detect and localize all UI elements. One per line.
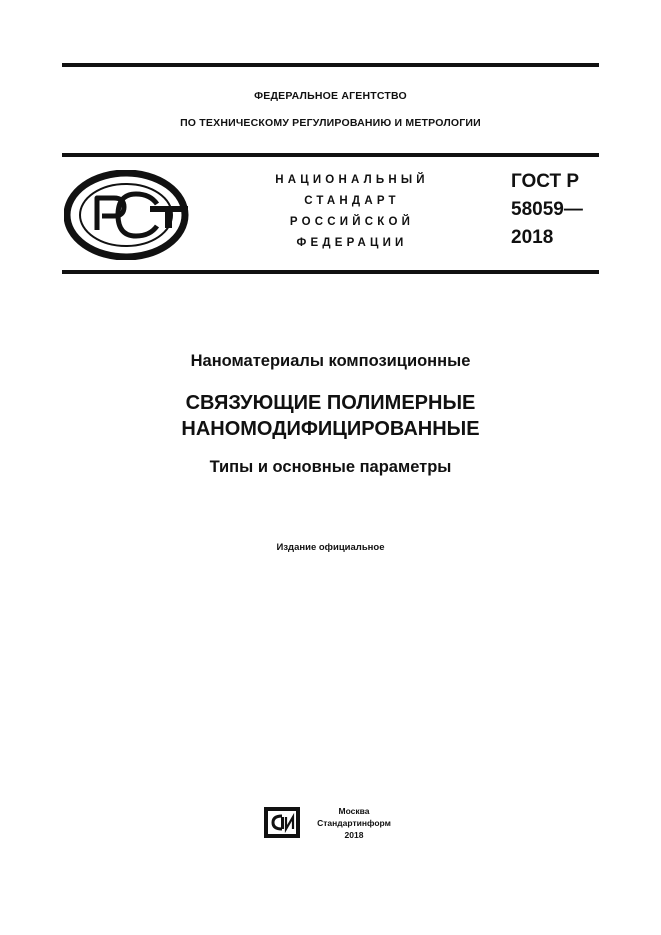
main-title-line-2: НАНОМОДИФИЦИРОВАННЫЕ bbox=[181, 418, 480, 440]
edition-label: Издание официальное bbox=[276, 542, 385, 553]
designation-line-2: 58059— bbox=[511, 199, 583, 220]
standard-type-line-4: ФЕДЕРАЦИИ bbox=[296, 237, 408, 249]
header-rule bbox=[62, 153, 599, 157]
standard-designation bbox=[511, 168, 583, 252]
standard-type-block bbox=[252, 170, 452, 254]
document-subtitle-scope: Типы и основные параметры bbox=[209, 458, 452, 476]
document-main-title bbox=[62, 390, 599, 442]
standartinform-logo-icon bbox=[264, 807, 300, 838]
main-title-line-1: СВЯЗУЮЩИЕ ПОЛИМЕРНЫЕ bbox=[185, 392, 476, 414]
designation-line-3: 2018 bbox=[511, 227, 554, 248]
designation-rule bbox=[62, 270, 599, 274]
publisher-city: Москва bbox=[338, 806, 370, 816]
document-subtitle-category: Наноматериалы композиционные bbox=[190, 352, 471, 370]
standard-type-line-3: РОССИЙСКОЙ bbox=[289, 216, 415, 228]
standard-type-line-1: НАЦИОНАЛЬНЫЙ bbox=[275, 174, 429, 186]
designation-line-1: ГОСТ Р bbox=[511, 171, 580, 192]
publisher-imprint bbox=[304, 805, 404, 841]
top-rule bbox=[62, 63, 599, 67]
agency-name-line-1: ФЕДЕРАЛЬНОЕ АГЕНТСТВО bbox=[254, 90, 407, 102]
rst-conformity-mark-icon bbox=[64, 170, 192, 260]
publication-year: 2018 bbox=[344, 830, 364, 840]
standard-type-line-2: СТАНДАРТ bbox=[304, 195, 400, 207]
publisher-name: Стандартинформ bbox=[317, 818, 391, 828]
agency-name-line-2: ПО ТЕХНИЧЕСКОМУ РЕГУЛИРОВАНИЮ И МЕТРОЛОГИИ bbox=[180, 117, 481, 129]
